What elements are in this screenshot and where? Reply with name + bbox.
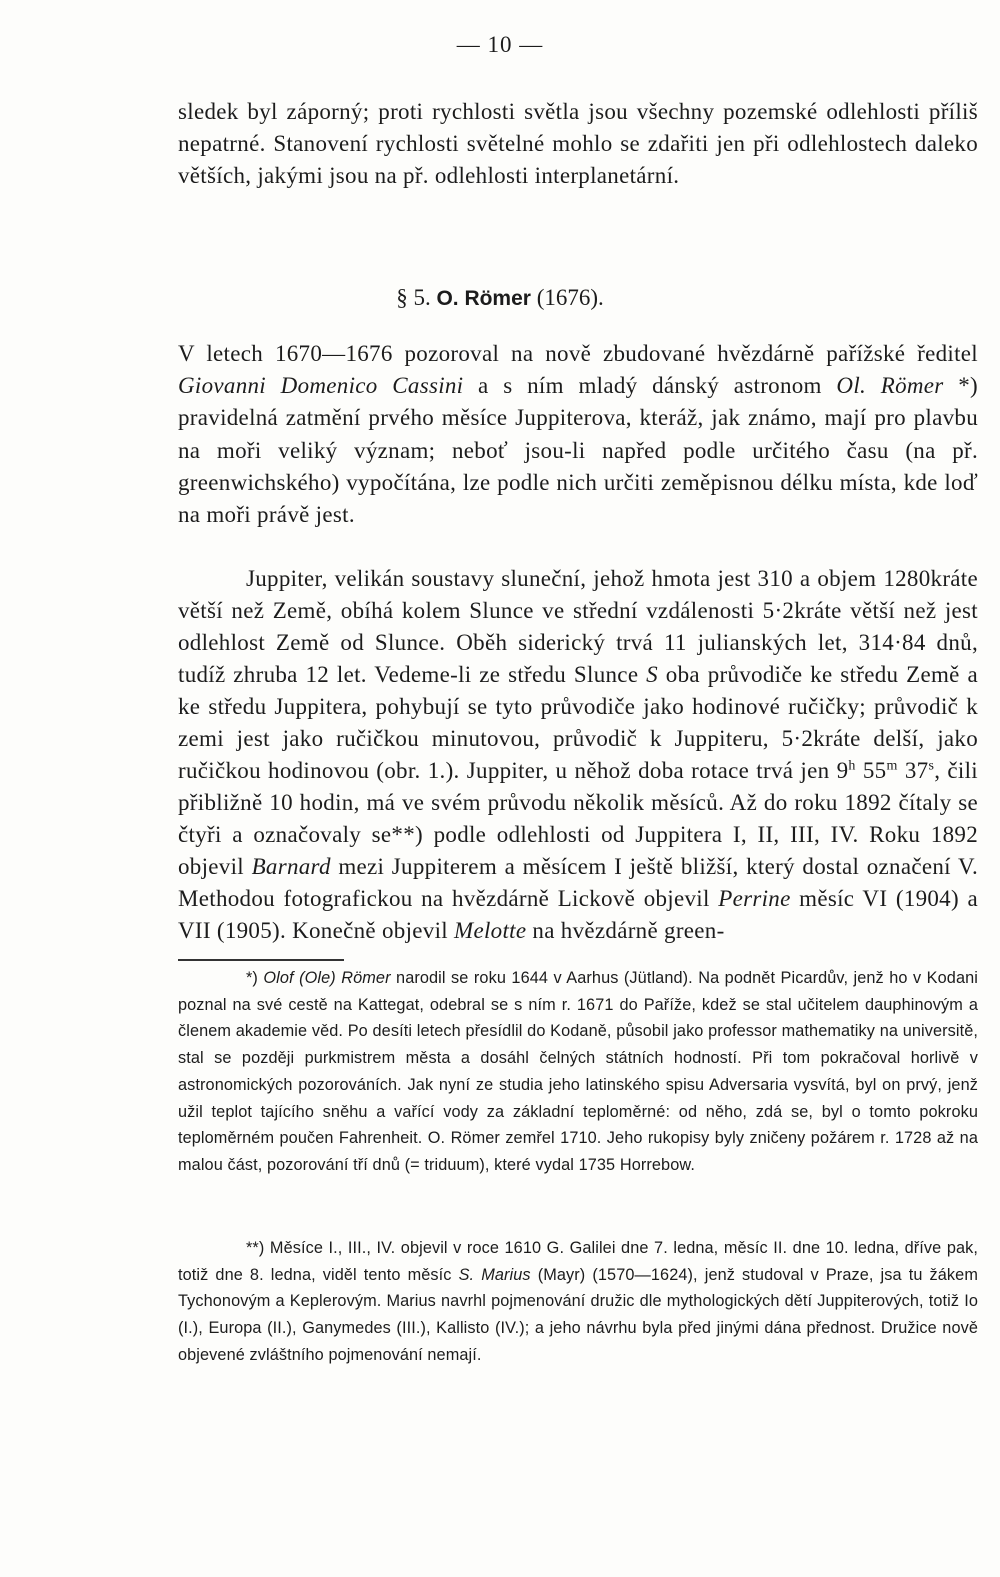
symbol-s: S bbox=[646, 662, 658, 687]
page-number: — 10 — bbox=[456, 32, 544, 57]
text-run: (Mayr) (1570—1624), jenž studoval v Praze, jsa tu žákem Tychonovým a Keplerovým. Marius navrhl pojmenování družic dle mythologických dětí Juppiterových, totiž Io (I.), Europa (II.), Ganymedes (III.), Kallisto (IV.); a jeho návrhu byla před jinými dána přednost. Družice nově objevené zvláštního pojmenování nemají. bbox=[178, 1265, 978, 1364]
section-heading bbox=[0, 282, 1000, 315]
text-run: narodil se roku 1644 v Aarhus (Jütland). Na podnět Picardův, jenž ho v Kodani poznal na své cestě na Kattegat, odebral se s ním r. 1671 do Paříže, kdež se stal učitelem dauphinovým a členem akademie věd. Po desíti letech přesídlil do Kodaně, působil jako professor mathematiky na universitě, stal se později purkmistrem města a dosáhl čelných státních hodností. Při tom pokračoval horlivě v astronomických pozorováních. Jak nyní ze studia jeho latinského spisu Adversaria vysvítá, byl on prvý, jenž užil teplot tajícího sněhu a vařící vody za základní teploměrné: od něho, zdá se, byl o tomto pokroku teploměrném poučen Fahrenheit. O. Römer zemřel 1710. Jeho rukopisy byly zničeny požárem r. 1728 až na malou část, pozorování tří dnů (= triduum), které vydal 1735 Horrebow. bbox=[178, 969, 978, 1174]
unit-seconds: s bbox=[928, 758, 935, 774]
text-run: *) pravidelná zatmění prvého měsíce Juppiterova, kteráž, jak známo, mají pro plavbu na moři veliký význam; neboť jsou-li napřed podle určitého času (na př. greenwichského) vypočítána, lze podle nich určiti zeměpisnou délku místa, kde loď na moři právě jest. bbox=[178, 373, 978, 528]
paragraph-2 bbox=[178, 338, 978, 531]
text-run: Juppiter, velikán soustavy sluneční, jehož hmota jest 310 a objem 1280kráte větší než Země, obíhá kolem Slunce ve střední vzdálenosti 5·2kráte větší než jest odlehlost Země od Slunce. Oběh siderický trvá 11 julianských let, 314·84 dnů, tudíž zhruba 12 let. Vedeme-li ze středu Slunce bbox=[178, 566, 978, 687]
text-run: a s ním mladý dánský astronom bbox=[463, 373, 837, 399]
text-run: 55 bbox=[855, 758, 887, 783]
name-melotte: Melotte bbox=[454, 918, 527, 943]
unit-minutes: m bbox=[886, 758, 898, 774]
name-marius: S. Marius bbox=[458, 1265, 531, 1284]
section-title: O. Römer bbox=[436, 287, 531, 310]
unit-hours: h bbox=[848, 758, 856, 774]
text-run: na hvězdárně green- bbox=[526, 918, 725, 943]
paragraph-1: sledek byl záporný; proti rychlosti světla jsou všechny pozemské odlehlosti příliš nepatrné. Stanovení rychlosti světelné mohlo se zdařiti jen při odlehlostech daleko větších, jakými jsou na př. odlehlosti interplanetární. bbox=[178, 99, 978, 189]
name-barnard: Barnard bbox=[251, 854, 331, 879]
text-run: V letech 1670—1676 pozoroval na nově zbudované hvězdárně pařížské ředitel bbox=[178, 341, 978, 366]
text-run: oba průvodiče ke středu Země a ke středu Juppitera, pohybují se tyto průvodiče jako hodinové ručičky; průvodič k zemi jest jako ručičkou minutovou, průvodič k Juppiteru, 5·2kráte delší, jako ručičkou hodinovou (obr. 1.). Juppiter, u něhož doba rotace trvá jen 9 bbox=[178, 662, 978, 783]
name-perrine: Perrine bbox=[718, 886, 791, 911]
section-year: (1676). bbox=[536, 285, 604, 310]
footnote-divider bbox=[178, 959, 344, 961]
footnote-2 bbox=[178, 1235, 978, 1369]
name-romer: Ol. Römer bbox=[836, 373, 944, 399]
text-run: , čili přibližně 10 hodin, má ve svém průvodu několik měsíců. Až do roku 1892 čítaly se čtyři a označovaly se**) podle odlehlosti od Juppitera I, II, III, IV. Roku 1892 objevil bbox=[178, 758, 978, 879]
text-run: mezi Juppiterem a měsícem I ještě bližší, který dostal označení V. Methodou fotografickou na hvězdárně Lickově objevil bbox=[178, 854, 978, 911]
paragraph-3 bbox=[178, 563, 978, 947]
section-number: § 5. bbox=[396, 285, 431, 310]
text-run: měsíc VI (1904) a VII (1905). Konečně objevil bbox=[178, 886, 978, 943]
footnote-mark: *) bbox=[246, 969, 264, 987]
footnote-1 bbox=[178, 965, 978, 1179]
text-run: 37 bbox=[897, 758, 929, 783]
text-run: **) Měsíce I., III., IV. objevil v roce 1610 G. Galilei dne 7. ledna, měsíc II. dne 10. ledna, dříve pak, totiž dne 8. ledna, viděl tento měsíc bbox=[178, 1239, 978, 1284]
name-olof-romer: Olof (Ole) Römer bbox=[263, 969, 391, 987]
name-cassini: Giovanni Domenico Cassini bbox=[178, 373, 464, 399]
